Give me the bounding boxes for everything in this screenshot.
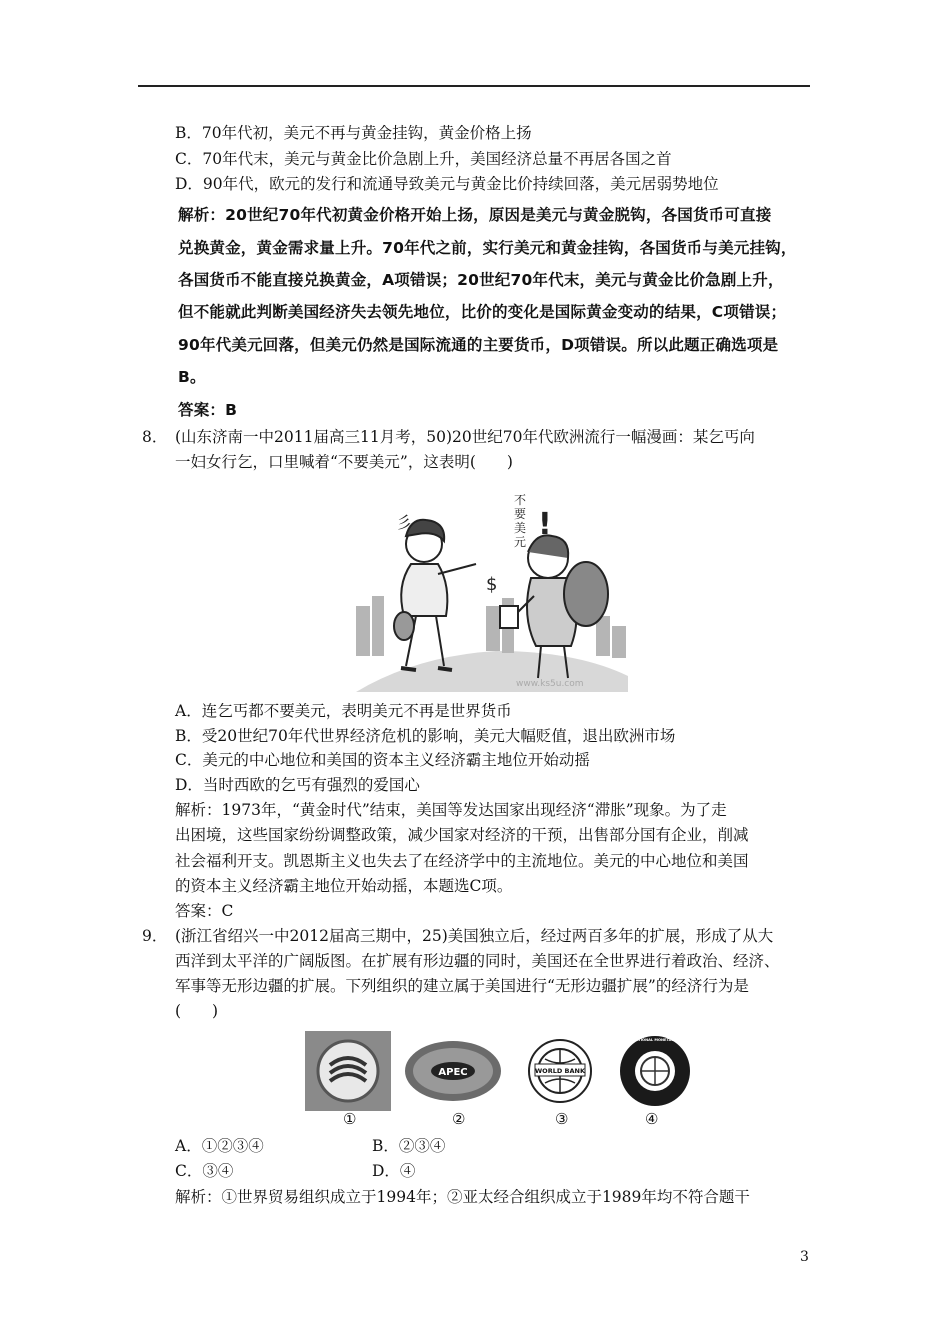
page-number: 3 (800, 1249, 809, 1265)
woman-speech: 彡 (396, 513, 413, 532)
q8-option-c: C．美元的中心地位和美国的资本主义经济霸主地位开始动摇 (175, 751, 590, 769)
q9-number: 9． (142, 927, 168, 945)
beggar-speech-1: 不 (514, 493, 527, 507)
prev-analysis-line-5: 90年代美元回落，但美元仍然是国际流通的主要货币，D项错误。所以此题正确选项是 (178, 336, 779, 354)
cartoon-ground (356, 651, 628, 692)
logo-label-4: ④ (645, 1110, 659, 1128)
prev-answer: 答案：B (178, 401, 238, 419)
q8-stem-line-2: 一妇女行乞，口里喊着“不要美元”，这表明( ) (175, 453, 513, 471)
q8-option-b: B．受20世纪70年代世界经济危机的影响，美元大幅贬值，退出欧洲市场 (175, 727, 676, 745)
q8-option-a: A．连乞丐都不要美元，表明美元不再是世界货币 (175, 702, 512, 720)
organization-logos (305, 1031, 700, 1111)
q9-option-d: D．④ (372, 1162, 416, 1180)
exclamation-mark: ! (538, 507, 552, 542)
logo-label-2: ② (452, 1110, 466, 1128)
prev-analysis-line-3: 各国货币不能直接兑换黄金，A项错误；20世纪70年代末，美元与黄金比价急剧上升， (178, 271, 784, 289)
q8-option-d: D．当时西欧的乞丐有强烈的爱国心 (175, 776, 420, 794)
q9-stem-line-2: 西洋到太平洋的广阔版图。在扩展有形边疆的同时，美国还在全世界进行着政治、经济、 (175, 952, 780, 970)
q9-option-b: B．②③④ (372, 1137, 446, 1155)
q8-answer: 答案：C (175, 902, 234, 920)
q8-analysis-line-1: 解析：1973年，“黄金时代”结束，美国等发达国家出现经济“滞胀”现象。为了走 (175, 801, 727, 819)
prev-analysis-line-6: B。 (178, 368, 206, 386)
logo-label-3: ③ (555, 1110, 569, 1128)
apec-text: APEC (438, 1067, 468, 1078)
prev-option-c: C．70年代末，美元与黄金比价急剧上升，美国经济总量不再居各国之首 (175, 150, 672, 168)
prev-analysis-line-1: 解析：20世纪70年代初黄金价格开始上扬，原因是美元与黄金脱钩，各国货币可直接 (178, 206, 772, 224)
q8-analysis-line-3: 社会福利开支。凯恩斯主义也失去了在经济学中的主流地位。美元的中心地位和美国 (175, 852, 749, 870)
prev-analysis-line-2: 兑换黄金，黄金需求量上升。70年代之前，实行美元和黄金挂钩，各国货币与美元挂钩， (178, 239, 797, 257)
imf-text: INTERNATIONAL MONETARY FUND (620, 1038, 690, 1042)
world-bank-text: WORLD BANK (535, 1067, 585, 1075)
q9-stem-line-1: (浙江省绍兴一中2012届高三期中，25)美国独立后，经过两百多年的扩展，形成了从大 (175, 927, 774, 945)
q8-analysis-line-4: 的资本主义经济霸主地位开始动摇，本题选C项。 (175, 877, 513, 895)
q8-stem-line-1: (山东济南一中2011届高三11月考，50)20世纪70年代欧洲流行一幅漫画：某乞丐向 (175, 428, 755, 446)
beggar-speech-3: 美 (514, 521, 527, 535)
apec-logo (405, 1041, 501, 1101)
prev-option-d: D．90年代，欧元的发行和流通导致美元与黄金比价持续回落，美元居弱势地位 (175, 175, 719, 193)
q9-option-c: C．③④ (175, 1162, 234, 1180)
beggar-speech-4: 元 (514, 535, 527, 549)
world-bank-logo (529, 1040, 591, 1102)
q8-number: 8． (142, 428, 168, 446)
dollar-sign: $ (486, 574, 498, 595)
prev-analysis-line-4: 但不能就此判断美国经济失去领先地位，比价的变化是国际黄金变动的结果，C项错误； (178, 303, 787, 321)
q8-analysis-line-2: 出困境，这些国家纷纷调整政策，减少国家对经济的干预，出售部分国有企业，削减 (175, 826, 749, 844)
beggar-speech-2: 要 (514, 507, 527, 521)
q9-stem-line-4: ( ) (175, 1002, 219, 1020)
prev-option-b: B．70年代初，美元不再与黄金挂钩，黄金价格上扬 (175, 124, 532, 142)
logo-label-1: ① (343, 1110, 357, 1128)
beggar-cartoon (356, 486, 628, 692)
cartoon-watermark: www.ks5u.com (516, 679, 584, 689)
imf-logo (620, 1036, 690, 1106)
wto-logo (305, 1031, 391, 1111)
header-rule (138, 85, 810, 87)
q9-analysis-line-1: 解析：①世界贸易组织成立于1994年；②亚太经合组织成立于1989年均不符合题干 (175, 1188, 750, 1206)
woman-figure (394, 520, 476, 670)
q9-stem-line-3: 军事等无形边疆的扩展。下列组织的建立属于美国进行“无形边疆扩展”的经济行为是 (175, 977, 749, 995)
q9-option-a: A．①②③④ (175, 1137, 264, 1155)
